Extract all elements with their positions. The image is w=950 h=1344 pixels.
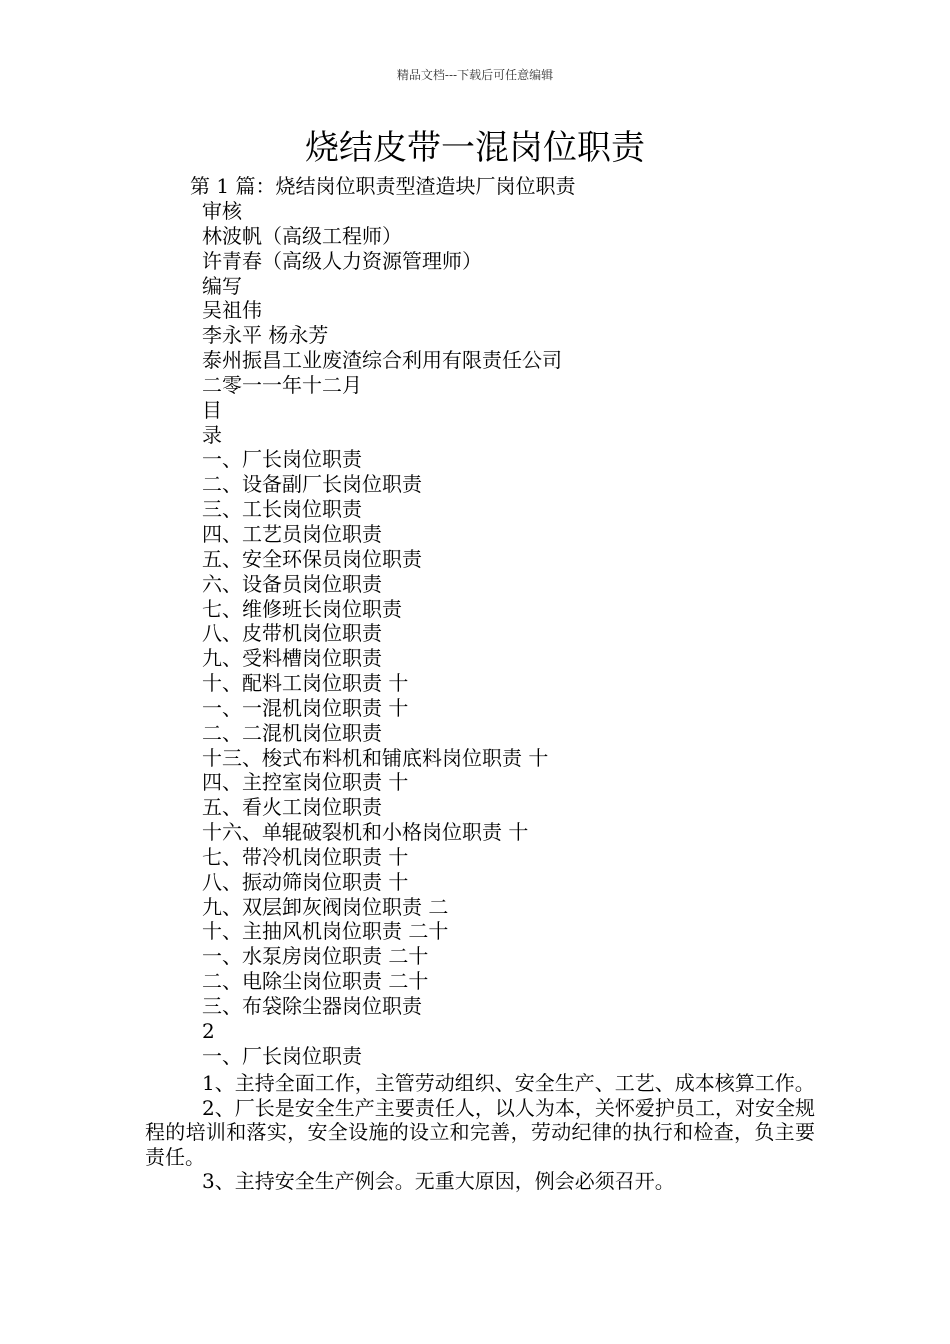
content-line: 录 (202, 422, 222, 447)
content-line: 编写 (202, 273, 242, 298)
content-line: 二零一一年十二月 (202, 372, 362, 397)
content-line: 吴祖伟 (202, 298, 262, 323)
toc-item: 一、水泵房岗位职责 二十 (202, 944, 429, 969)
toc-item: 七、维修班长岗位职责 (202, 596, 402, 621)
page-number: 2 (202, 1018, 215, 1043)
toc-item: 九、双层卸灰阀岗位职责 二 (202, 894, 449, 919)
toc-item: 八、皮带机岗位职责 (202, 621, 382, 646)
table-of-contents (202, 199, 882, 1069)
toc-item: 三、布袋除尘器岗位职责 (202, 994, 422, 1018)
content-line: 李永平 杨永芳 (202, 323, 329, 348)
toc-item: 五、安全环保员岗位职责 (202, 546, 422, 571)
toc-item: 六、设备员岗位职责 (202, 571, 382, 596)
toc-item: 一、厂长岗位职责 (202, 447, 362, 472)
toc-item: 十、配料工岗位职责 十 (202, 671, 409, 696)
toc-item: 八、振动筛岗位职责 十 (202, 869, 409, 894)
page-header-note: 精品文档---下载后可任意编辑 (396, 68, 554, 82)
toc-item: 四、主控室岗位职责 十 (202, 770, 409, 795)
section-heading: 一、厂长岗位职责 (202, 1043, 362, 1068)
toc-item: 二、二混机岗位职责 (202, 720, 382, 745)
paragraph: 1、主持全面工作，主管劳动组织、安全生产、工艺、成本核算工作。 (202, 1071, 815, 1095)
toc-item: 十六、单辊破裂机和小格岗位职责 十 (202, 820, 529, 845)
toc-item: 四、工艺员岗位职责 (202, 521, 382, 546)
body-text (145, 1071, 815, 1194)
paragraph: 2、厂长是安全生产主要责任人，以人为本，关怀爱护员工，对安全规程的培训和落实，安全设施的设立和完善，劳动纪律的执行和检查，负主要责任。 (145, 1095, 815, 1169)
toc-item: 十三、梭式布料机和铺底料岗位职责 十 (202, 745, 549, 770)
toc-item: 五、看火工岗位职责 (202, 795, 382, 820)
toc-item: 一、一混机岗位职责 十 (202, 695, 409, 720)
content-line: 许青春（高级人力资源管理师） (202, 248, 482, 273)
toc-item: 二、设备副厂长岗位职责 (202, 472, 422, 497)
toc-item: 七、带冷机岗位职责 十 (202, 844, 409, 869)
toc-item: 三、工长岗位职责 (202, 497, 362, 522)
toc-item: 九、受料槽岗位职责 (202, 646, 382, 671)
chapter-heading: 第 1 篇：烧结岗位职责型渣造块厂岗位职责 (190, 174, 576, 198)
content-line: 林波帆（高级工程师） (202, 223, 402, 248)
toc-item: 二、电除尘岗位职责 二十 (202, 969, 429, 994)
paragraph: 3、主持安全生产例会。无重大原因，例会必须召开。 (202, 1169, 675, 1193)
content-line: 泰州振昌工业废渣综合利用有限责任公司 (202, 348, 562, 373)
content-line: 审核 (202, 199, 242, 223)
document-title: 烧结皮带一混岗位职责 (305, 128, 645, 168)
toc-item: 十、主抽风机岗位职责 二十 (202, 919, 449, 944)
content-line: 目 (202, 397, 222, 422)
